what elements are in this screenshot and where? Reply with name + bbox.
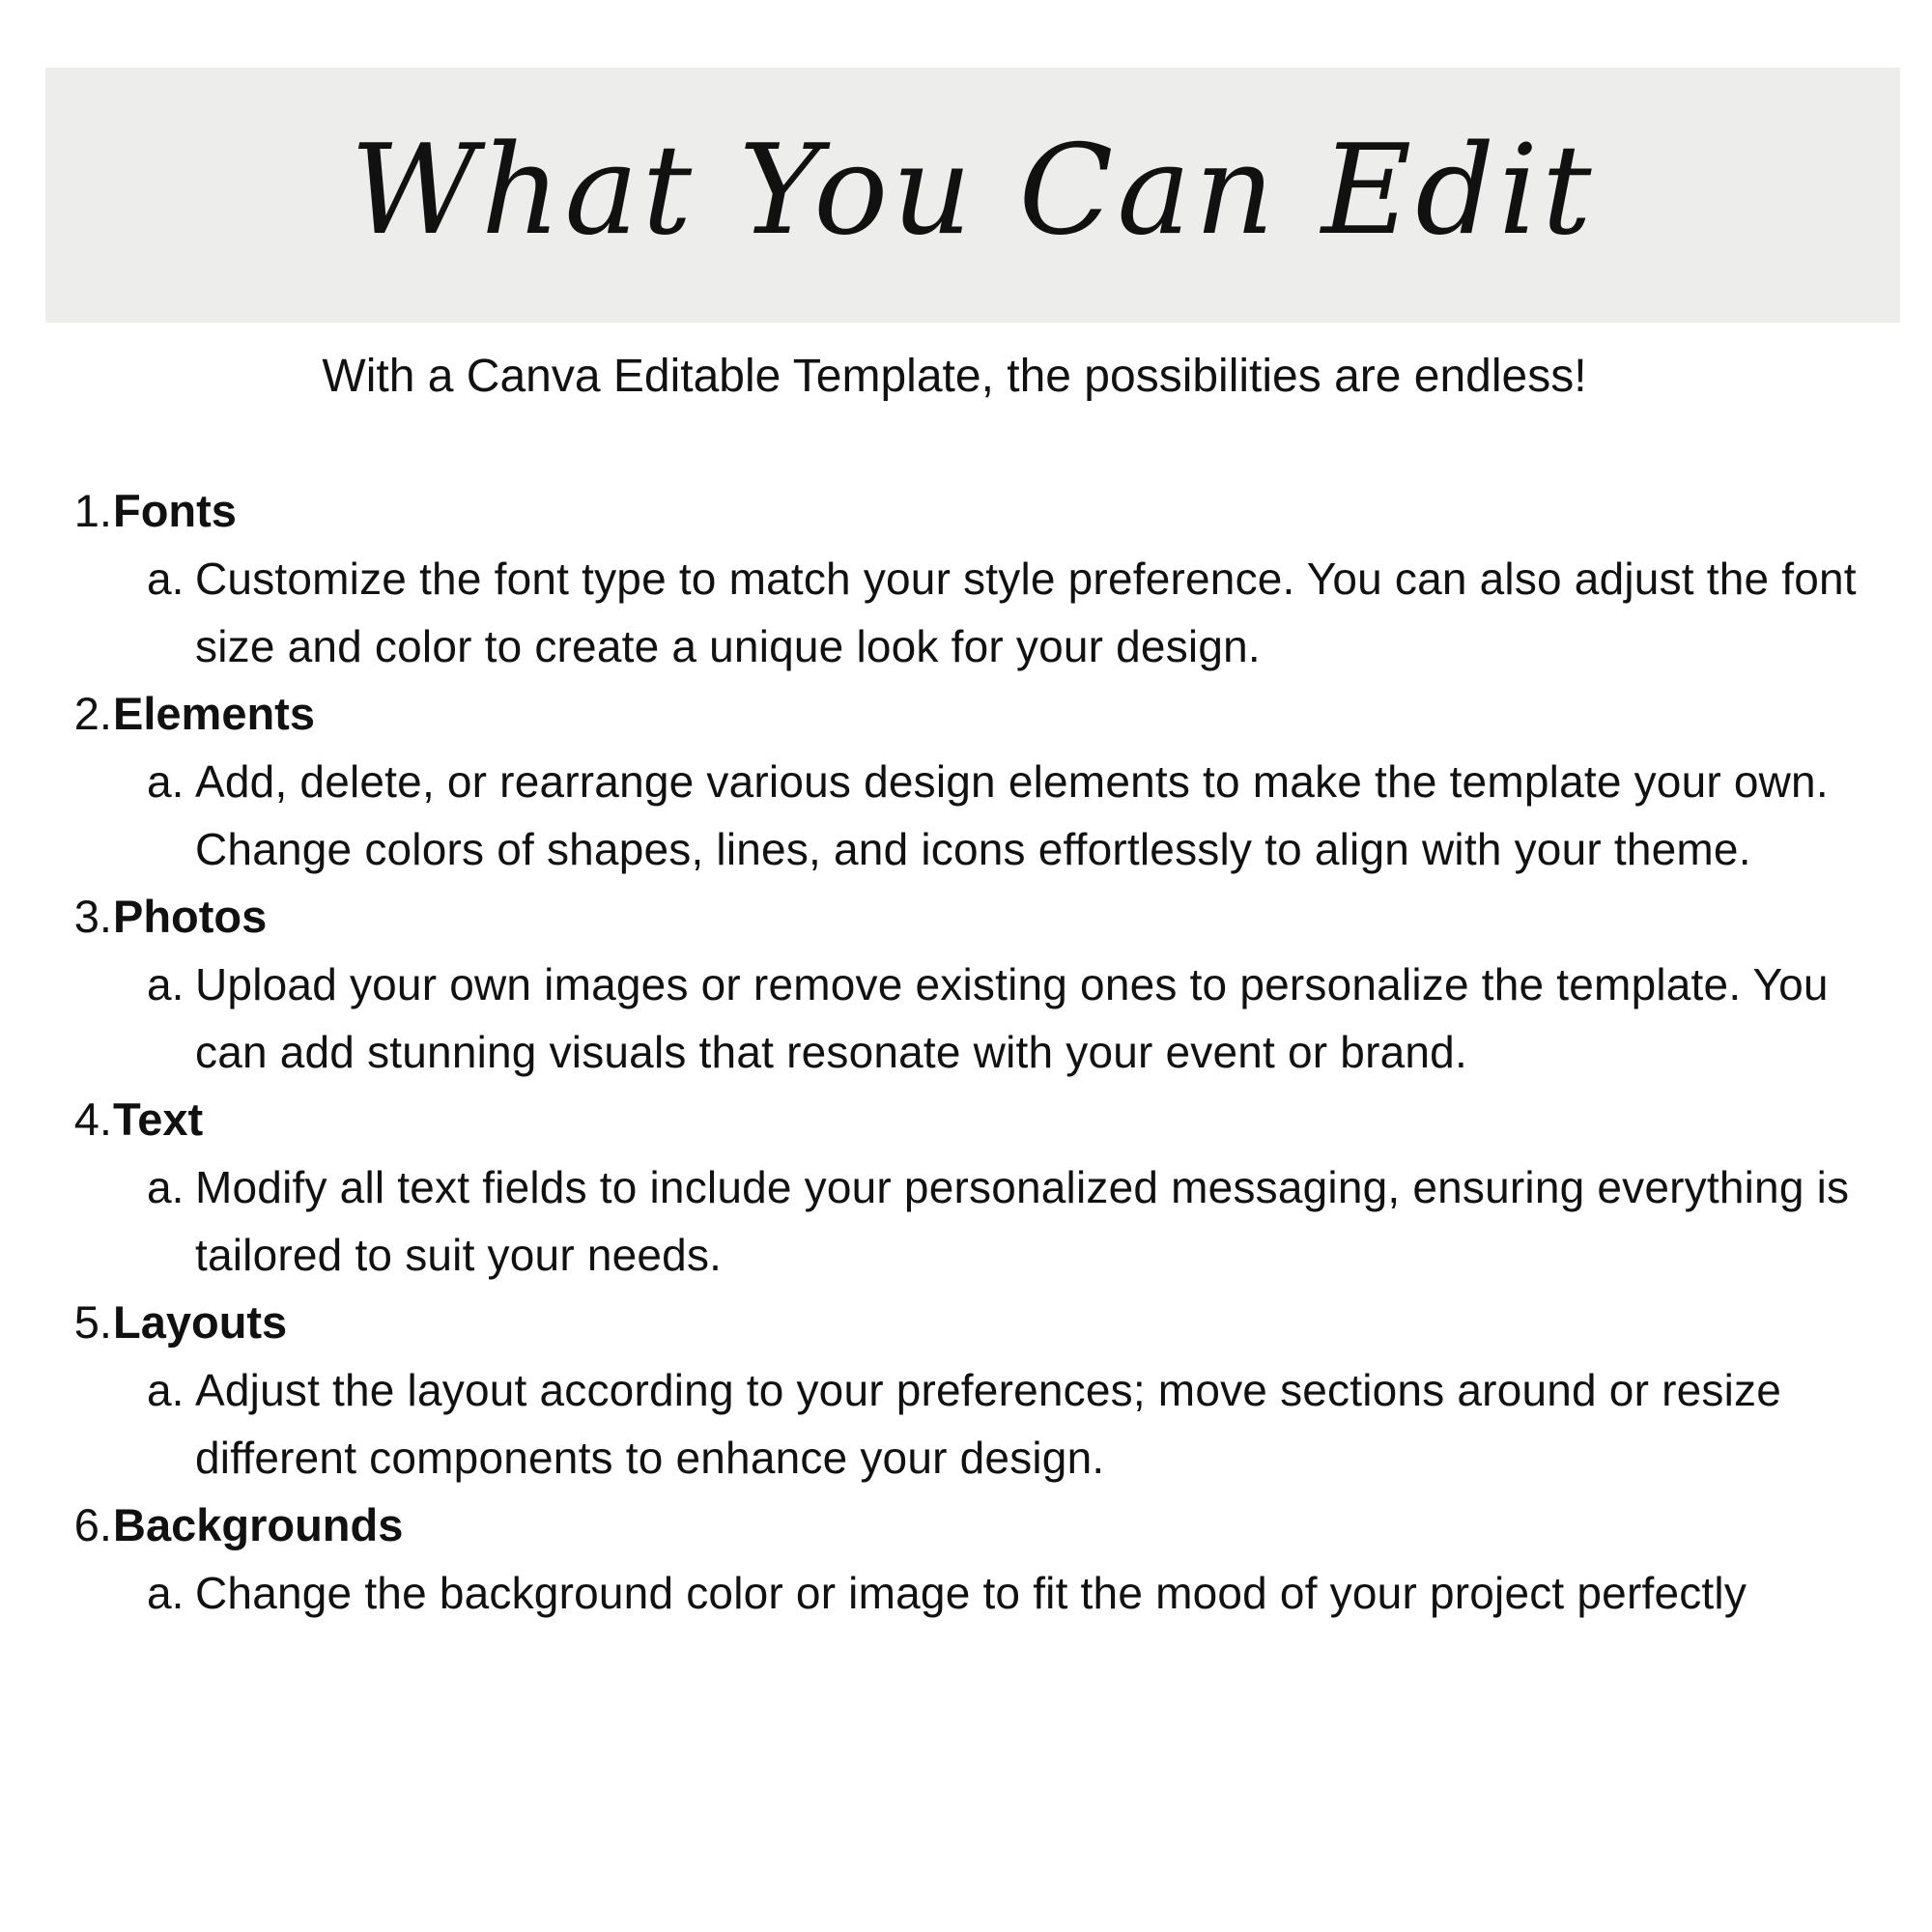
section-number: 5. <box>73 1296 112 1348</box>
section-heading <box>0 477 1932 545</box>
item-text: Upload your own images or remove existing ones to personalize the template. You can add stunning visuals that resonate with your event or brand. <box>195 959 1829 1077</box>
section-number: 4. <box>73 1094 112 1145</box>
section-title: Photos <box>113 891 268 942</box>
section-number: 2. <box>73 688 112 739</box>
section-number: 6. <box>73 1499 112 1550</box>
item-letter: a. <box>147 554 185 604</box>
item-text: Customize the font type to match your style preference. You can also adjust the font size and color to create a unique look for your design. <box>195 554 1857 671</box>
edit-options-list <box>0 477 1932 1627</box>
subtitle: With a Canva Editable Template, the possibilities are endless! <box>322 351 1587 402</box>
section-photos <box>0 883 1932 1086</box>
item-text: Change the background color or image to fit the mood of your project perfectly <box>195 1568 1747 1618</box>
list-item <box>0 1356 1895 1492</box>
section-fonts <box>0 477 1932 680</box>
section-number: 3. <box>73 891 112 942</box>
list-item <box>0 1153 1895 1289</box>
item-letter: a. <box>147 1568 185 1618</box>
section-heading <box>0 680 1932 748</box>
section-heading <box>0 1492 1932 1559</box>
list-item <box>0 545 1895 680</box>
section-title: Elements <box>113 688 315 739</box>
section-title: Fonts <box>113 485 237 536</box>
section-layouts <box>0 1289 1932 1492</box>
item-text: Add, delete, or rearrange various design elements to make the template your own. Change colors of shapes, lines, and icons effortlessly to align with your theme. <box>195 756 1829 874</box>
section-title: Layouts <box>113 1296 288 1348</box>
item-letter: a. <box>147 756 185 807</box>
section-title: Backgrounds <box>113 1499 404 1550</box>
section-text <box>0 1086 1932 1289</box>
section-backgrounds <box>0 1492 1932 1627</box>
title-banner <box>45 68 1900 323</box>
section-number: 1. <box>73 485 112 536</box>
section-heading <box>0 883 1932 951</box>
page-title: What You Can Edit <box>350 118 1596 263</box>
item-letter: a. <box>147 1365 185 1415</box>
section-heading <box>0 1086 1932 1153</box>
item-letter: a. <box>147 1162 185 1212</box>
list-item <box>0 1559 1895 1627</box>
section-heading <box>0 1289 1932 1356</box>
list-item <box>0 951 1895 1086</box>
section-title: Text <box>113 1094 204 1145</box>
item-text: Adjust the layout according to your preferences; move sections around or resize different components to enhance your design. <box>195 1365 1781 1483</box>
item-text: Modify all text fields to include your personalized messaging, ensuring everything is tailored to suit your needs. <box>195 1162 1850 1280</box>
item-letter: a. <box>147 959 185 1009</box>
section-elements <box>0 680 1932 883</box>
list-item <box>0 748 1895 883</box>
